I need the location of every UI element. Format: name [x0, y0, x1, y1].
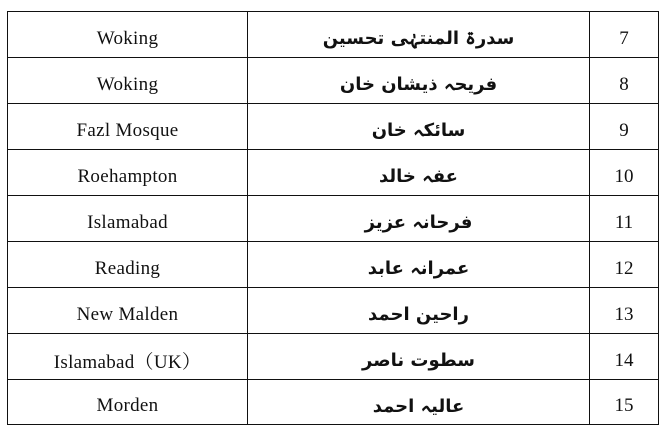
number-text: 15 — [614, 395, 634, 416]
name-text: سدرۃ المنتہٰی تحسین — [322, 28, 515, 49]
number-cell — [590, 242, 659, 288]
table-row — [8, 12, 659, 58]
place-text: New Malden — [76, 303, 179, 325]
name-text: فریحہ ذیشان خان — [339, 74, 498, 95]
number-text: 11 — [614, 211, 634, 233]
table-row — [8, 242, 659, 288]
name-cell — [248, 12, 590, 58]
name-cell — [248, 242, 590, 288]
place-text: Islamabad（UK） — [53, 352, 202, 373]
table-row — [8, 288, 659, 334]
number-text: 8 — [619, 73, 629, 95]
name-text: راحین احمد — [368, 304, 469, 325]
place-cell — [8, 288, 248, 334]
number-cell — [590, 196, 659, 242]
place-text: Morden — [96, 395, 159, 416]
name-cell — [248, 58, 590, 104]
place-text: Roehampton — [77, 165, 178, 187]
place-text: Islamabad — [87, 211, 168, 233]
place-text: Reading — [94, 257, 161, 279]
number-cell — [590, 58, 659, 104]
table-row — [8, 196, 659, 242]
table-row — [8, 334, 659, 380]
place-cell — [8, 12, 248, 58]
place-text: Woking — [96, 73, 159, 95]
name-cell — [248, 334, 590, 380]
table-row — [8, 150, 659, 196]
name-text: عفہ خالد — [379, 166, 458, 187]
place-cell — [8, 150, 248, 196]
place-text: Fazl Mosque — [76, 119, 179, 141]
name-cell — [248, 104, 590, 150]
place-cell — [8, 196, 248, 242]
number-text: 9 — [619, 119, 629, 141]
number-cell — [590, 150, 659, 196]
name-cell — [248, 196, 590, 242]
number-text: 10 — [614, 165, 634, 187]
place-cell — [8, 380, 248, 425]
place-cell — [8, 334, 248, 380]
table-row — [8, 104, 659, 150]
name-cell — [248, 150, 590, 196]
name-cell — [248, 380, 590, 425]
table-row — [8, 380, 659, 425]
name-text: فرحانہ عزیز — [364, 212, 473, 233]
name-text: عالیہ احمد — [372, 395, 465, 417]
number-text: 14 — [614, 349, 634, 371]
place-text: Woking — [96, 27, 159, 49]
number-text: 12 — [614, 257, 634, 279]
name-text: عمرانہ عابد — [367, 258, 470, 279]
number-text: 7 — [619, 27, 629, 49]
place-cell — [8, 58, 248, 104]
number-cell — [590, 104, 659, 150]
place-cell — [8, 104, 248, 150]
place-cell — [8, 242, 248, 288]
table-row — [8, 58, 659, 104]
name-cell — [248, 288, 590, 334]
number-cell — [590, 12, 659, 58]
number-cell — [590, 334, 659, 380]
number-text: 13 — [614, 303, 634, 325]
number-cell — [590, 380, 659, 425]
number-cell — [590, 288, 659, 334]
name-text: سطوت ناصر — [362, 350, 475, 371]
names-table — [7, 11, 659, 425]
name-text: سائکہ خان — [371, 120, 466, 141]
